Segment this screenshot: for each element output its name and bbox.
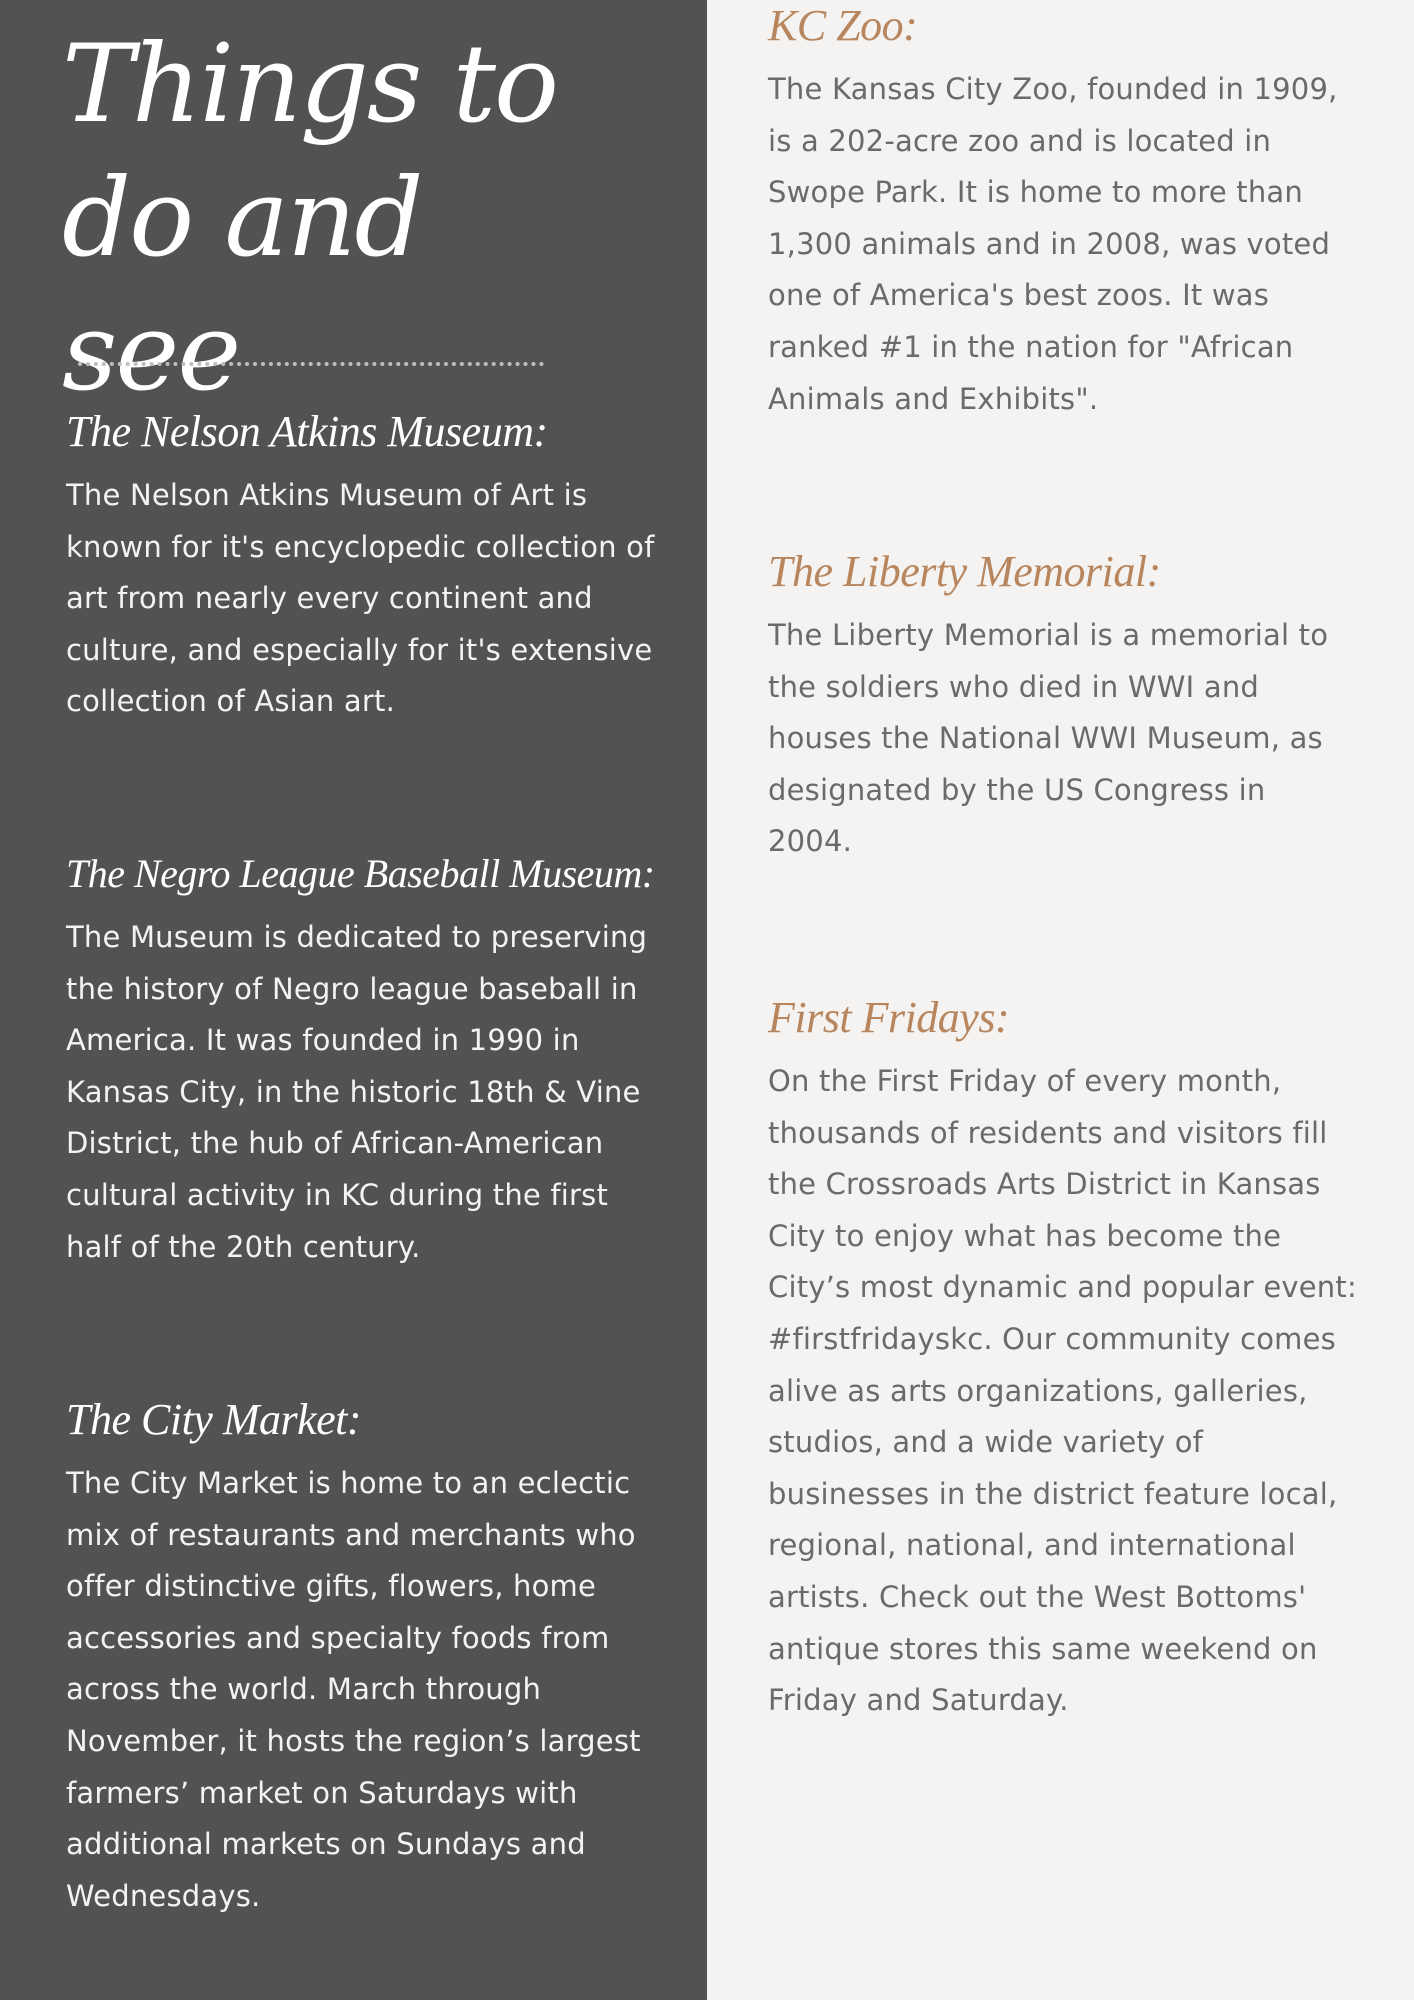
section-kc-zoo [768, 0, 1358, 425]
section-body: The Museum is dedicated to preserving the history of Negro league baseball in America. It was founded in 1990 in Kansas City, in the historic 18th & Vine District, the hub of African-American cultural activity in KC during the first half of the 20th century. [66, 920, 648, 1264]
section-body: On the First Friday of every month, thousands of residents and visitors fill the Crossroads Arts District in Kansas City to enjoy what has become the City’s most dynamic and popular event: #firstfridayskc. Our community comes alive as arts organizations, galleries, studios, and a wide variety of businesses in the district feature local, regional, national, and international artists. Check out the West Bottoms' antique stores this same weekend on Friday and Saturday. [768, 1064, 1357, 1718]
page-title: Things to do and see [62, 22, 557, 415]
section-body: The Kansas City Zoo, founded in 1909, is a 202-acre zoo and is located in Swope Park. It is home to more than 1,300 animals and in 2008, was voted one of America's best zoos. It was ranked #1 in the nation for "African Animals and Exhibits". [768, 72, 1338, 416]
section-body: The Nelson Atkins Museum of Art is known for it's encyclopedic collection of art from nearly every continent and culture, and especially for it's extensive collection of Asian art. [66, 478, 655, 719]
section-nelson-atkins-museum [66, 404, 656, 728]
section-heading: KC Zoo: [768, 1, 918, 50]
section-heading: The Liberty Memorial: [768, 547, 1161, 596]
section-heading: First Fridays: [768, 993, 1010, 1042]
section-heading: The City Market: [66, 1395, 362, 1444]
section-city-market [66, 1392, 666, 1922]
section-heading: The Negro League Baseball Museum: [66, 851, 655, 896]
dotted-divider [78, 362, 544, 366]
section-body: The City Market is home to an eclectic mix of restaurants and merchants who offer distinctive gifts, flowers, home accessories and specialty foods from across the world. March through November, it hosts the region’s largest farmers’ market on Saturdays with additional markets on Sundays and Wednesdays. [66, 1466, 641, 1913]
right-panel [707, 0, 1414, 2000]
section-first-fridays [768, 990, 1358, 1727]
section-liberty-memorial [768, 544, 1358, 868]
section-heading: The Nelson Atkins Museum: [66, 407, 548, 456]
section-negro-league-baseball-museum [66, 846, 666, 1273]
section-body: The Liberty Memorial is a memorial to the soldiers who died in WWI and houses the National WWI Museum, as designated by the US Congress in 2004. [768, 618, 1329, 859]
